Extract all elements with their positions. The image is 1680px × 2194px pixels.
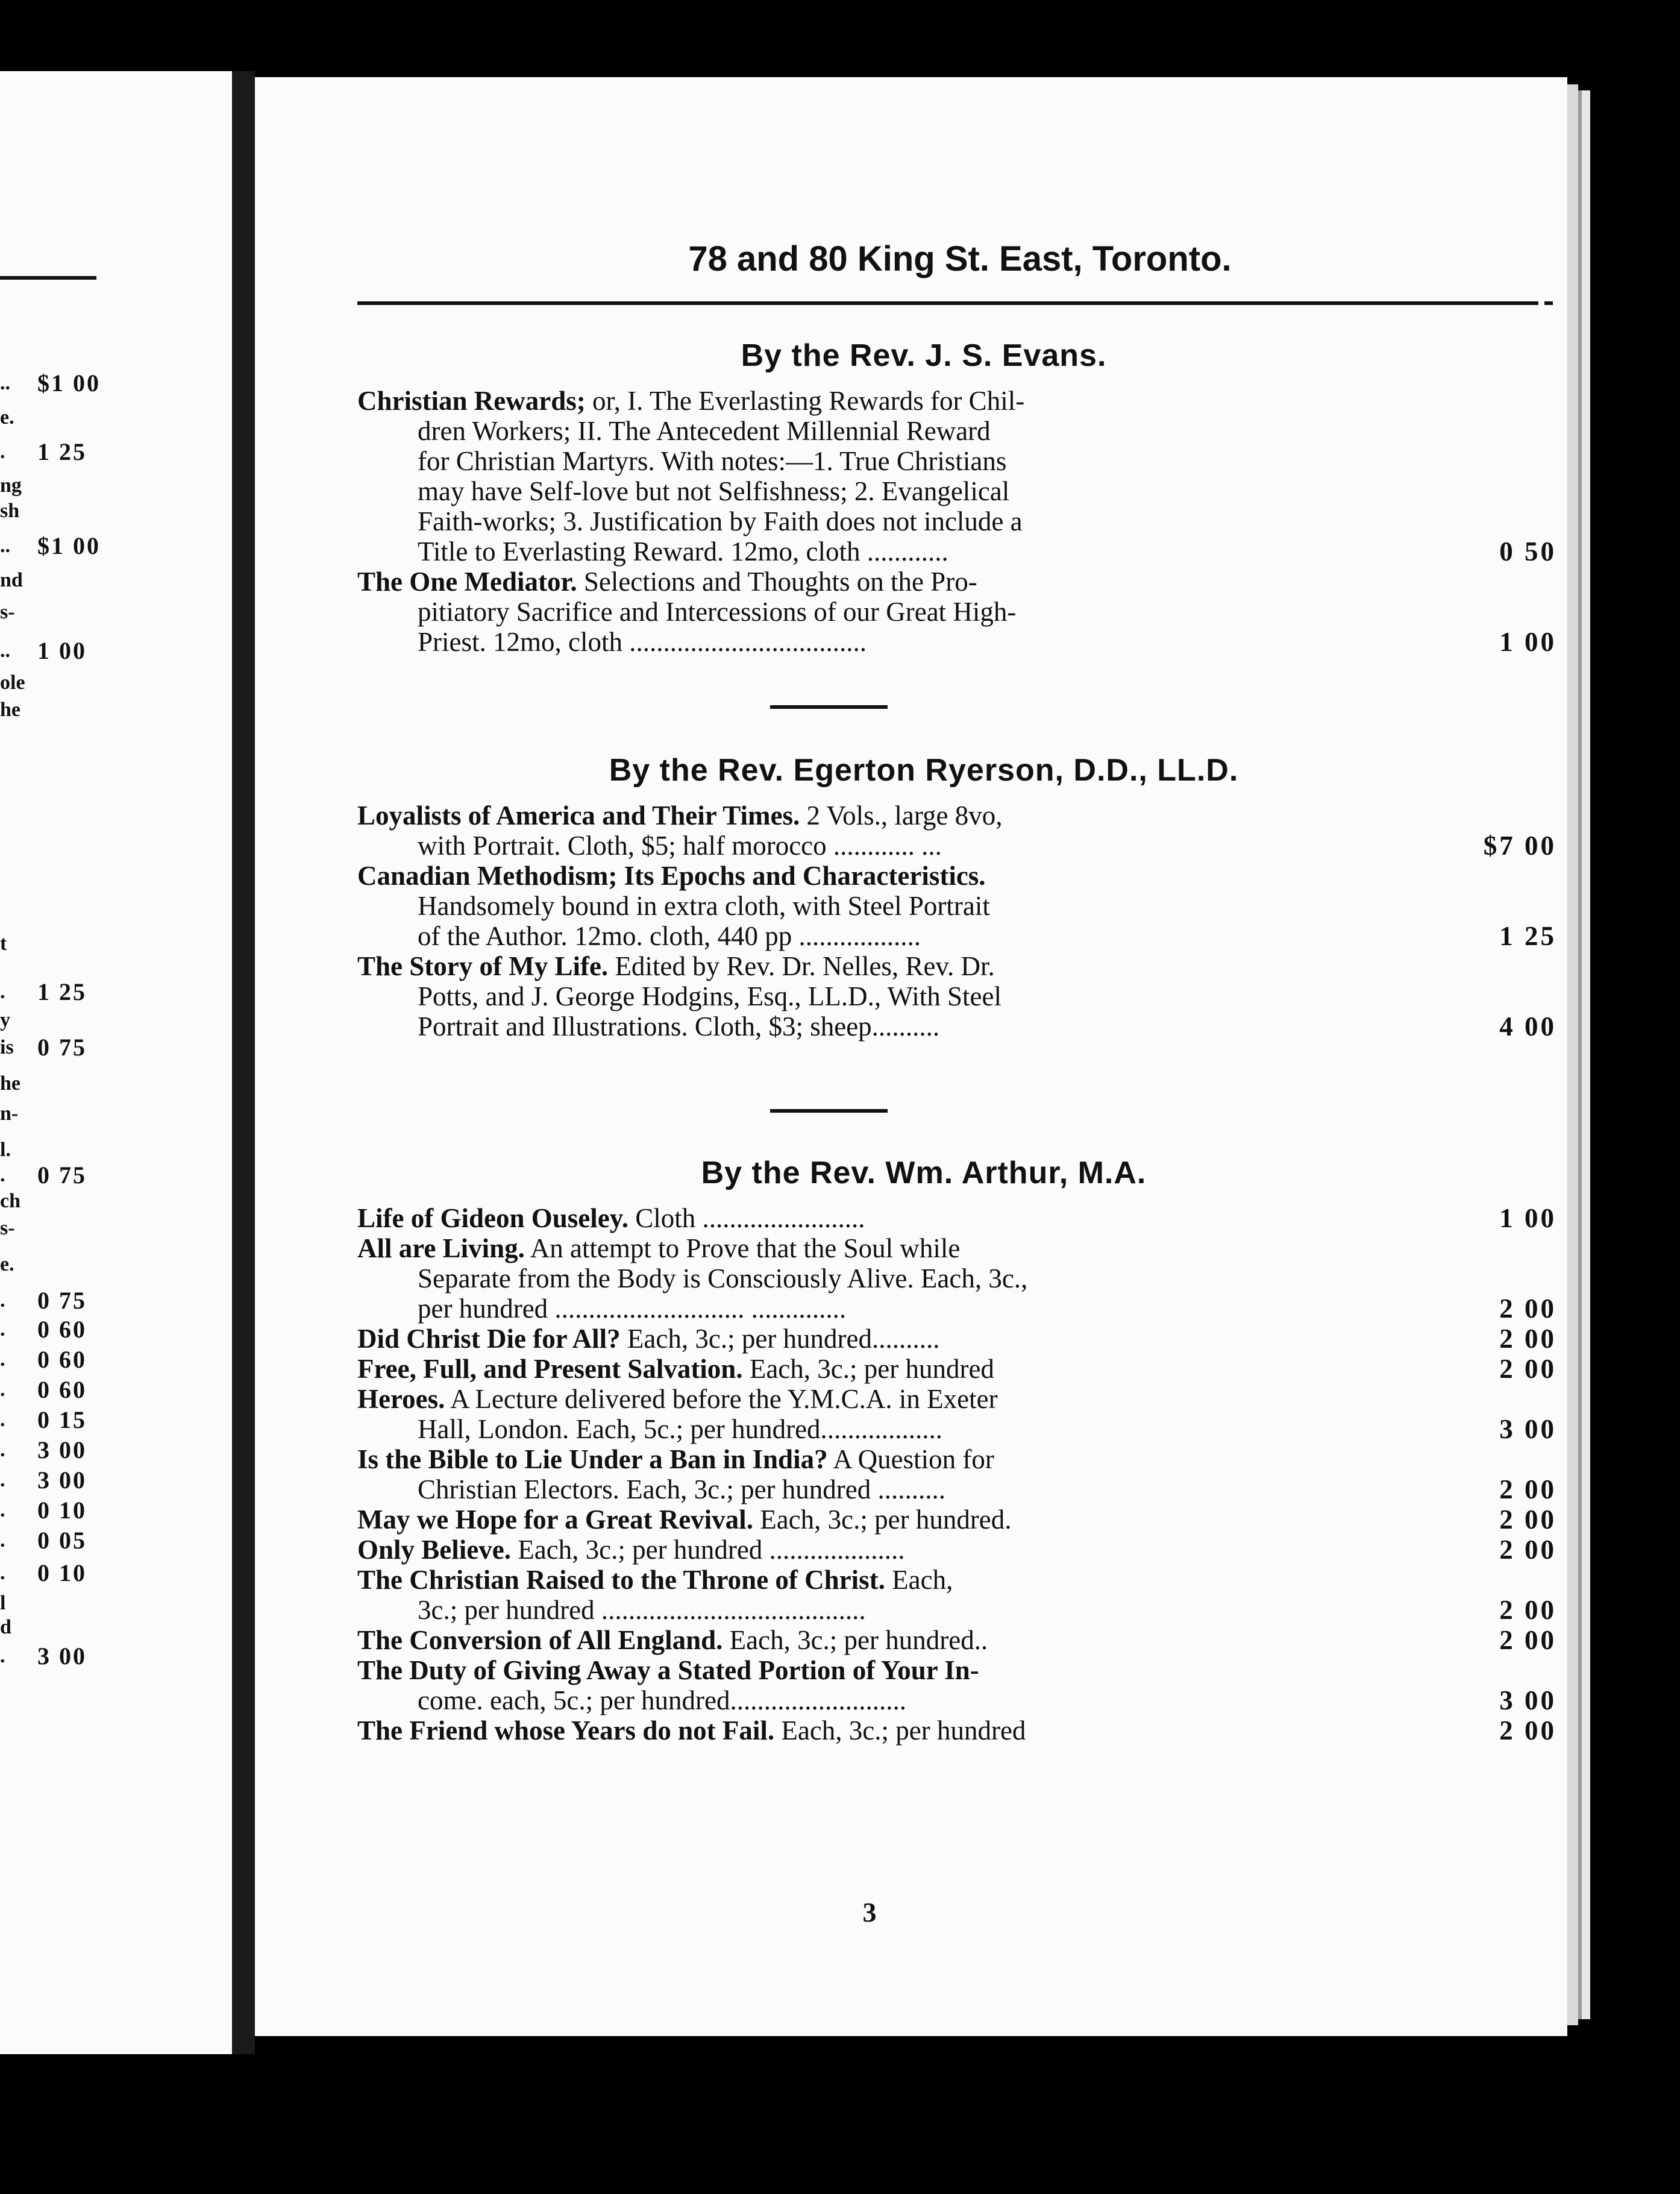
- entry-title: The One Mediator.: [357, 567, 577, 597]
- section-divider: [770, 1109, 888, 1113]
- entry-text: [418, 1595, 1466, 1625]
- entry-description: Each, 3c.; per hundred.: [753, 1504, 1012, 1535]
- left-page-text-fragment: ..: [0, 372, 10, 394]
- entry-line: [357, 627, 1556, 657]
- entry-line: [357, 1354, 1556, 1384]
- entry-text: [357, 1384, 1466, 1414]
- entry-price: 2 00: [1499, 1293, 1556, 1324]
- entry-text: [418, 981, 1466, 1011]
- left-page-price: 1 25: [37, 978, 87, 1005]
- entry-text: [418, 921, 1466, 951]
- entry-text: [418, 1414, 1466, 1444]
- left-page-text-fragment: l.: [0, 1139, 11, 1161]
- left-page-text-fragment: e.: [0, 1253, 14, 1275]
- catalog-page: [255, 77, 1567, 2036]
- entry-text: [418, 416, 1466, 446]
- left-page-line: [0, 562, 232, 599]
- entry-text: [357, 1655, 1466, 1685]
- entry-title: The Story of My Life.: [357, 951, 609, 981]
- entry-title: Heroes.: [357, 1384, 445, 1414]
- entry-text: [418, 1293, 1466, 1324]
- entry-line: [357, 1685, 1556, 1715]
- entry-text: [357, 1535, 1466, 1565]
- entry-text: [357, 1203, 1466, 1233]
- page-edge-stack: [1582, 90, 1590, 2019]
- entry-line: [357, 1625, 1556, 1655]
- entry-line: [357, 597, 1556, 627]
- left-page-text-fragment: is: [0, 1036, 14, 1058]
- left-page-price: 3 00: [37, 1642, 87, 1670]
- entry-price: 2 00: [1499, 1504, 1556, 1535]
- entry-title: Loyalists of America and Their Times.: [357, 800, 800, 831]
- left-page-line: [0, 528, 232, 564]
- left-page-text-fragment: .: [0, 441, 5, 463]
- entry-title: May we Hope for a Great Revival.: [357, 1504, 753, 1535]
- entry-description: A Question for: [827, 1444, 994, 1474]
- left-page-price: 3 00: [37, 1436, 87, 1463]
- left-page-text-fragment: .: [0, 1409, 5, 1431]
- entry-description: pitiatory Sacrifice and Intercessions of our Great High-: [418, 597, 1017, 627]
- entry-description: Each, 3c.; per hundred ....................: [510, 1535, 905, 1565]
- entry-line: [357, 981, 1556, 1011]
- entry-text: [357, 386, 1466, 416]
- left-page-text-fragment: l: [0, 1592, 6, 1614]
- entry-price: 2 00: [1499, 1715, 1556, 1746]
- entry-line: [357, 921, 1556, 951]
- entry-text: [357, 800, 1466, 831]
- entry-description: Christian Electors. Each, 3c.; per hundred ..........: [418, 1474, 946, 1504]
- header-rule-tail: [1544, 301, 1553, 305]
- entry-text: [357, 1504, 1466, 1535]
- entry-price: 0 50: [1499, 536, 1556, 567]
- entry-text: [418, 1685, 1466, 1715]
- left-page-line: [0, 1246, 232, 1283]
- entry-text: [418, 891, 1466, 921]
- left-page-line: [0, 365, 232, 401]
- entry-description: of the Author. 12mo. cloth, 440 pp ..................: [418, 921, 921, 951]
- entry-text: [418, 831, 1466, 861]
- left-page-line: [0, 926, 232, 962]
- entry-description: per hundred ............................ ..............: [418, 1293, 847, 1324]
- entry-title: Is the Bible to Lie Under a Ban in India?: [357, 1444, 828, 1474]
- entry-description: Each, 3c.; per hundred: [774, 1715, 1026, 1746]
- entry-line: [357, 1263, 1556, 1293]
- section-heading-arthur: By the Rev. Wm. Arthur, M.A.: [701, 1155, 1147, 1190]
- entry-price: 2 00: [1499, 1354, 1556, 1384]
- entry-price: 4 00: [1499, 1011, 1556, 1042]
- left-page-price: 1 00: [37, 637, 87, 664]
- left-facing-page: [0, 71, 232, 2054]
- left-page-text-fragment: nd: [0, 569, 23, 591]
- left-page-text-fragment: s-: [0, 1217, 15, 1239]
- entry-description: An attempt to Prove that the Soul while: [524, 1233, 961, 1263]
- left-page-text-fragment: .: [0, 1562, 5, 1584]
- entry-line: [357, 1565, 1556, 1595]
- entry-description: 2 Vols., large 8vo,: [800, 800, 1003, 831]
- entry-description: come. each, 5c.; per hundred..........................: [418, 1685, 907, 1715]
- entry-title: Did Christ Die for All?: [357, 1324, 621, 1354]
- entry-line: [357, 831, 1556, 861]
- entry-line: [357, 536, 1556, 567]
- left-page-line: [0, 1096, 232, 1132]
- section-divider: [770, 705, 888, 709]
- left-page-price: 0 60: [37, 1346, 87, 1373]
- left-page-text-fragment: .: [0, 1348, 5, 1371]
- left-page-price: $1 00: [37, 532, 101, 559]
- left-page-price: 0 05: [37, 1527, 87, 1554]
- entry-line: [357, 1715, 1556, 1746]
- left-page-text-fragment: d: [0, 1616, 11, 1638]
- left-page-text-fragment: sh: [0, 500, 20, 522]
- entry-line: [357, 476, 1556, 506]
- section-heading-evans: By the Rev. J. S. Evans.: [741, 338, 1107, 373]
- left-page-text-fragment: he: [0, 699, 20, 721]
- left-page-line: [0, 493, 232, 529]
- left-page-text-fragment: ..: [0, 640, 10, 662]
- left-page-line: [0, 434, 232, 470]
- entry-text: [357, 567, 1466, 597]
- left-page-rule: [0, 276, 96, 280]
- left-page-text-fragment: .: [0, 1499, 5, 1521]
- left-page-price: 0 60: [37, 1316, 87, 1343]
- left-page-price: 0 75: [37, 1034, 87, 1061]
- entry-text: [418, 597, 1466, 627]
- entry-title: Canadian Methodism; Its Epochs and Characteristics.: [357, 861, 986, 891]
- entry-line: [357, 1233, 1556, 1263]
- entry-description: Portrait and Illustrations. Cloth, $3; sheep..........: [418, 1011, 940, 1042]
- entry-description: Each, 3c.; per hundred..........: [620, 1324, 940, 1354]
- left-page-price: 0 15: [37, 1406, 87, 1433]
- left-page-text-fragment: .: [0, 1439, 5, 1461]
- entry-line: [357, 1203, 1556, 1233]
- entry-text: [357, 861, 1466, 891]
- entry-line: [357, 1474, 1556, 1504]
- left-page-text-fragment: he: [0, 1072, 20, 1095]
- left-page-price: 0 60: [37, 1376, 87, 1403]
- left-page-text-fragment: ch: [0, 1190, 20, 1212]
- section-entries-arthur: [357, 1203, 1556, 1746]
- entry-line: [357, 1655, 1556, 1685]
- entry-text: [357, 1354, 1466, 1384]
- entry-line: [357, 1535, 1556, 1565]
- entry-text: [357, 1233, 1466, 1263]
- entry-text: [418, 627, 1466, 657]
- section-entries-ryerson: [357, 800, 1556, 1042]
- entry-price: 3 00: [1499, 1414, 1556, 1444]
- entry-line: [357, 386, 1556, 416]
- entry-title: All are Living.: [357, 1233, 525, 1263]
- left-page-text-fragment: e.: [0, 406, 14, 429]
- section-heading-ryerson: By the Rev. Egerton Ryerson, D.D., LL.D.: [609, 753, 1239, 788]
- entry-line: [357, 1444, 1556, 1474]
- left-page-line: [0, 1029, 232, 1066]
- left-page-text-fragment: t: [0, 932, 7, 955]
- left-page-text-fragment: .: [0, 1378, 5, 1401]
- entry-description: Edited by Rev. Dr. Nelles, Rev. Dr.: [608, 951, 995, 981]
- entry-text: [357, 1625, 1466, 1655]
- left-page-text-fragment: ole: [0, 671, 25, 694]
- entry-title: The Christian Raised to the Throne of Christ.: [357, 1565, 885, 1595]
- page-header: 78 and 80 King St. East, Toronto.: [688, 239, 1232, 278]
- left-page-price: 3 00: [37, 1466, 87, 1494]
- left-page-line: [0, 400, 232, 436]
- left-page-text-fragment: y: [0, 1009, 10, 1031]
- entry-price: 3 00: [1499, 1685, 1556, 1715]
- page-number: 3: [862, 1897, 877, 1928]
- entry-price: 2 00: [1499, 1535, 1556, 1565]
- entry-description: dren Workers; II. The Antecedent Millennial Reward: [418, 416, 991, 446]
- left-page-text-fragment: .: [0, 1318, 5, 1341]
- entry-text: [418, 446, 1466, 476]
- entry-description: Handsomely bound in extra cloth, with Steel Portrait: [418, 891, 990, 921]
- entry-line: [357, 951, 1556, 981]
- entry-description: Hall, London. Each, 5c.; per hundred..................: [418, 1414, 943, 1444]
- page-edge: [1567, 84, 1578, 2025]
- header-rule: [357, 301, 1538, 305]
- entry-text: [418, 1474, 1466, 1504]
- entry-title: Free, Full, and Present Salvation.: [357, 1354, 743, 1384]
- left-page-price: 0 75: [37, 1161, 87, 1189]
- left-page-text-fragment: ..: [0, 535, 10, 557]
- entry-title: The Friend whose Years do not Fail.: [357, 1715, 775, 1746]
- entry-title: Life of Gideon Ouseley.: [357, 1203, 628, 1233]
- entry-text: [357, 1444, 1466, 1474]
- left-page-line: [0, 1210, 232, 1246]
- left-page-price: 1 25: [37, 438, 87, 465]
- left-page-line: [0, 633, 232, 669]
- entry-text: [357, 1565, 1466, 1595]
- entry-price: 1 00: [1499, 627, 1556, 657]
- left-page-text-fragment: .: [0, 1529, 5, 1551]
- left-page-text-fragment: .: [0, 1289, 5, 1312]
- entry-description: Priest. 12mo, cloth ...................................: [418, 627, 867, 657]
- left-page-line: [0, 594, 232, 630]
- left-page-price: 0 10: [37, 1497, 87, 1524]
- entry-description: or, I. The Everlasting Rewards for Chil-: [585, 386, 1025, 416]
- entry-price: 2 00: [1499, 1625, 1556, 1655]
- left-page-text-fragment: .: [0, 1645, 5, 1667]
- entry-line: [357, 861, 1556, 891]
- left-page-text-fragment: .: [0, 1164, 5, 1186]
- entry-description: 3c.; per hundred .......................................: [418, 1595, 866, 1625]
- entry-description: for Christian Martyrs. With notes:—1. True Christians: [418, 446, 1007, 476]
- entry-description: Separate from the Body is Consciously Alive. Each, 3c.,: [418, 1263, 1028, 1293]
- left-page-line: [0, 692, 232, 728]
- entry-line: [357, 1011, 1556, 1042]
- entry-description: Each, 3c.; per hundred: [742, 1354, 994, 1384]
- entry-price: 1 00: [1499, 1203, 1556, 1233]
- left-page-text-fragment: ng: [0, 474, 22, 497]
- entry-title: The Conversion of All England.: [357, 1625, 723, 1655]
- entry-line: [357, 1384, 1556, 1414]
- left-page-text-fragment: .: [0, 1469, 5, 1491]
- entry-title: Only Believe.: [357, 1535, 511, 1565]
- entry-description: Potts, and J. George Hodgins, Esq., LL.D., With Steel: [418, 981, 1001, 1011]
- entry-text: [357, 951, 1466, 981]
- entry-price: 2 00: [1499, 1474, 1556, 1504]
- entry-description: Each,: [885, 1565, 953, 1595]
- entry-text: [418, 536, 1466, 567]
- entry-line: [357, 1293, 1556, 1324]
- entry-line: [357, 506, 1556, 536]
- left-page-price: 0 75: [37, 1287, 87, 1314]
- entry-title: Christian Rewards;: [357, 386, 586, 416]
- left-page-line: [0, 1638, 232, 1674]
- entry-line: [357, 1324, 1556, 1354]
- entry-price: 2 00: [1499, 1324, 1556, 1354]
- book-gutter: [232, 71, 255, 2054]
- entry-price: 1 25: [1499, 921, 1556, 951]
- entry-line: [357, 800, 1556, 831]
- entry-line: [357, 891, 1556, 921]
- entry-text: [357, 1715, 1466, 1746]
- left-page-line: [0, 1523, 232, 1559]
- entry-text: [418, 1011, 1466, 1042]
- entry-description: Selections and Thoughts on the Pro-: [577, 567, 977, 597]
- entry-line: [357, 1414, 1556, 1444]
- entry-title: The Duty of Giving Away a Stated Portion of Your In-: [357, 1655, 979, 1685]
- left-page-text-fragment: .: [0, 981, 5, 1003]
- left-page-price: 0 10: [37, 1559, 87, 1586]
- entry-line: [357, 1504, 1556, 1535]
- entry-text: [418, 506, 1466, 536]
- entry-description: Title to Everlasting Reward. 12mo, cloth ............: [418, 536, 948, 567]
- entry-price: 2 00: [1499, 1595, 1556, 1625]
- entry-description: Cloth ........................: [628, 1203, 865, 1233]
- entry-text: [418, 476, 1466, 506]
- entry-text: [357, 1324, 1466, 1354]
- left-page-price: $1 00: [37, 369, 101, 397]
- entry-price: $7 00: [1483, 831, 1556, 861]
- entry-description: A Lecture delivered before the Y.M.C.A. in Exeter: [445, 1384, 998, 1414]
- section-entries-evans: [357, 386, 1556, 657]
- left-page-text-fragment: n-: [0, 1102, 19, 1125]
- left-page-text-fragment: s-: [0, 601, 15, 623]
- entry-line: [357, 446, 1556, 476]
- entry-description: Faith-works; 3. Justification by Faith does not include a: [418, 506, 1023, 536]
- entry-description: with Portrait. Cloth, $5; half morocco ............ ...: [418, 831, 942, 861]
- entry-line: [357, 416, 1556, 446]
- entry-description: Each, 3c.; per hundred..: [722, 1625, 988, 1655]
- entry-line: [357, 1595, 1556, 1625]
- entry-text: [418, 1263, 1466, 1293]
- entry-line: [357, 567, 1556, 597]
- entry-description: may have Self-love but not Selfishness; 2. Evangelical: [418, 476, 1010, 506]
